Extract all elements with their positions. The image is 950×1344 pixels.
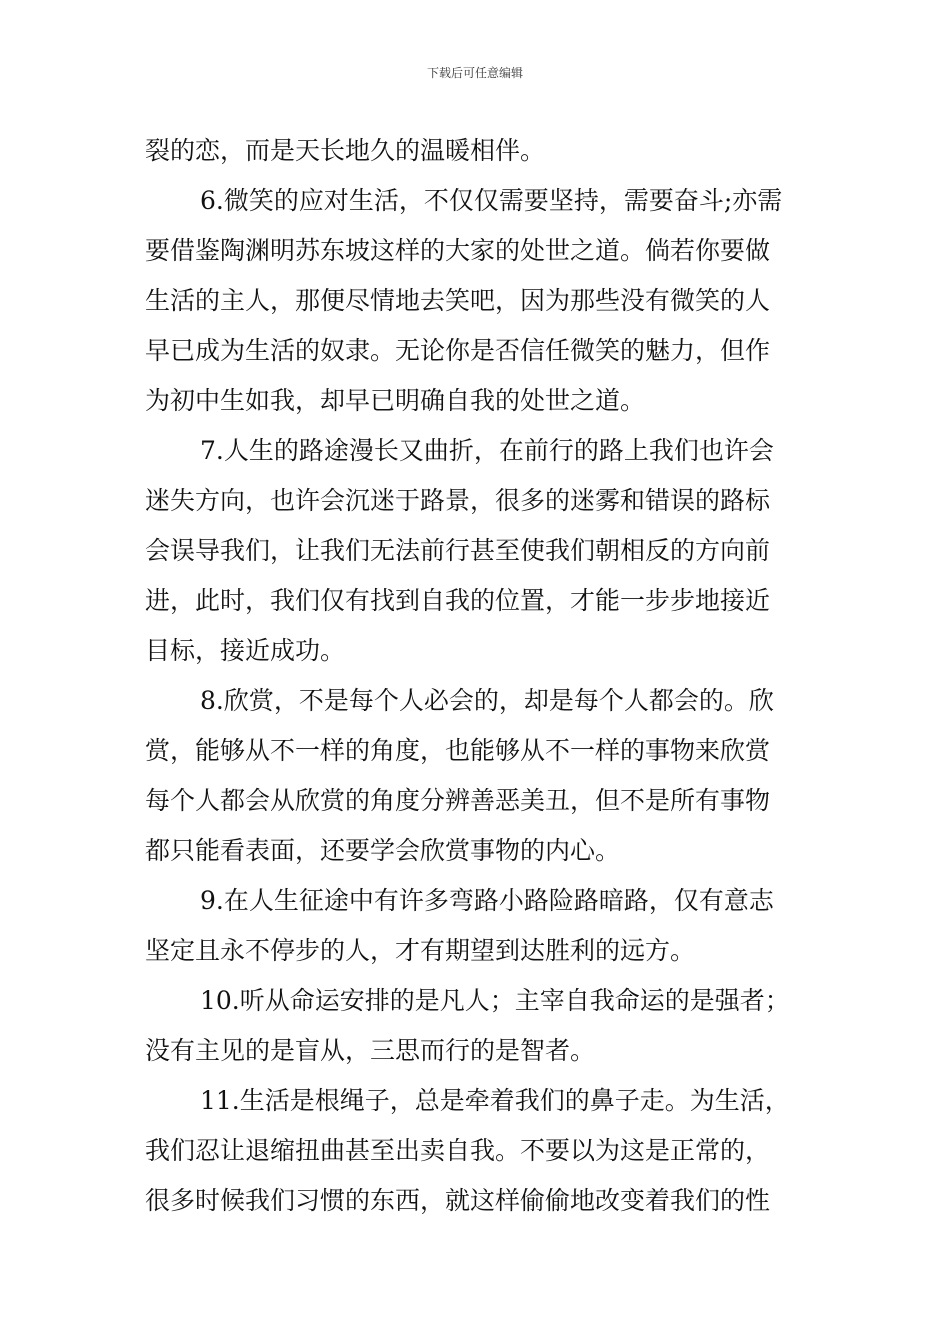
text-line: 进，此时，我们仅有找到自我的位置，才能一步步地接近 [145,586,771,615]
text-line: 会误导我们，让我们无法前行甚至使我们朝相反的方向前 [145,536,771,565]
text-line: 9.在人生征途中有许多弯路小路险路暗路，仅有意志 [200,886,774,915]
text-line: 要借鉴陶渊明苏东坡这样的大家的处世之道。倘若你要做 [145,236,771,265]
text-line: 每个人都会从欣赏的角度分辨善恶美丑，但不是所有事物 [145,786,771,815]
text-line: 8.欣赏，不是每个人必会的，却是每个人都会的。欣 [200,686,774,715]
text-line: 6.微笑的应对生活，不仅仅需要坚持，需要奋斗;亦需 [200,186,783,215]
text-line: 生活的主人，那便尽情地去笑吧，因为那些没有微笑的人 [145,286,771,315]
text-line: 裂的恋，而是天长地久的温暖相伴。 [145,136,546,165]
text-line: 7.人生的路途漫长又曲折，在前行的路上我们也许会 [200,436,774,465]
text-line: 早已成为生活的奴隶。无论你是否信任微笑的魅力，但作 [145,336,771,365]
text-line: 目标，接近成功。 [145,636,346,665]
text-line: 10.听从命运安排的是凡人；主宰自我命运的是强者； [200,986,790,1015]
text-line: 很多时候我们习惯的东西，就这样偷偷地改变着我们的性 [145,1186,771,1215]
text-line: 迷失方向，也许会沉迷于路景，很多的迷雾和错误的路标 [145,486,771,515]
text-line: 我们忍让退缩扭曲甚至出卖自我。不要以为这是正常的， [145,1136,771,1165]
text-line: 没有主见的是盲从，三思而行的是智者。 [145,1036,596,1065]
text-line: 11.生活是根绳子，总是牵着我们的鼻子走。为生活， [200,1086,790,1115]
text-line: 都只能看表面，还要学会欣赏事物的内心。 [145,836,621,865]
document-body [145,126,815,1226]
text-line: 赏，能够从不一样的角度，也能够从不一样的事物来欣赏 [145,736,771,765]
text-line: 为初中生如我，却早已明确自我的处世之道。 [145,386,646,415]
text-line: 坚定且永不停步的人，才有期望到达胜利的远方。 [145,936,696,965]
page-header: 下载后可任意编辑 [426,66,523,80]
